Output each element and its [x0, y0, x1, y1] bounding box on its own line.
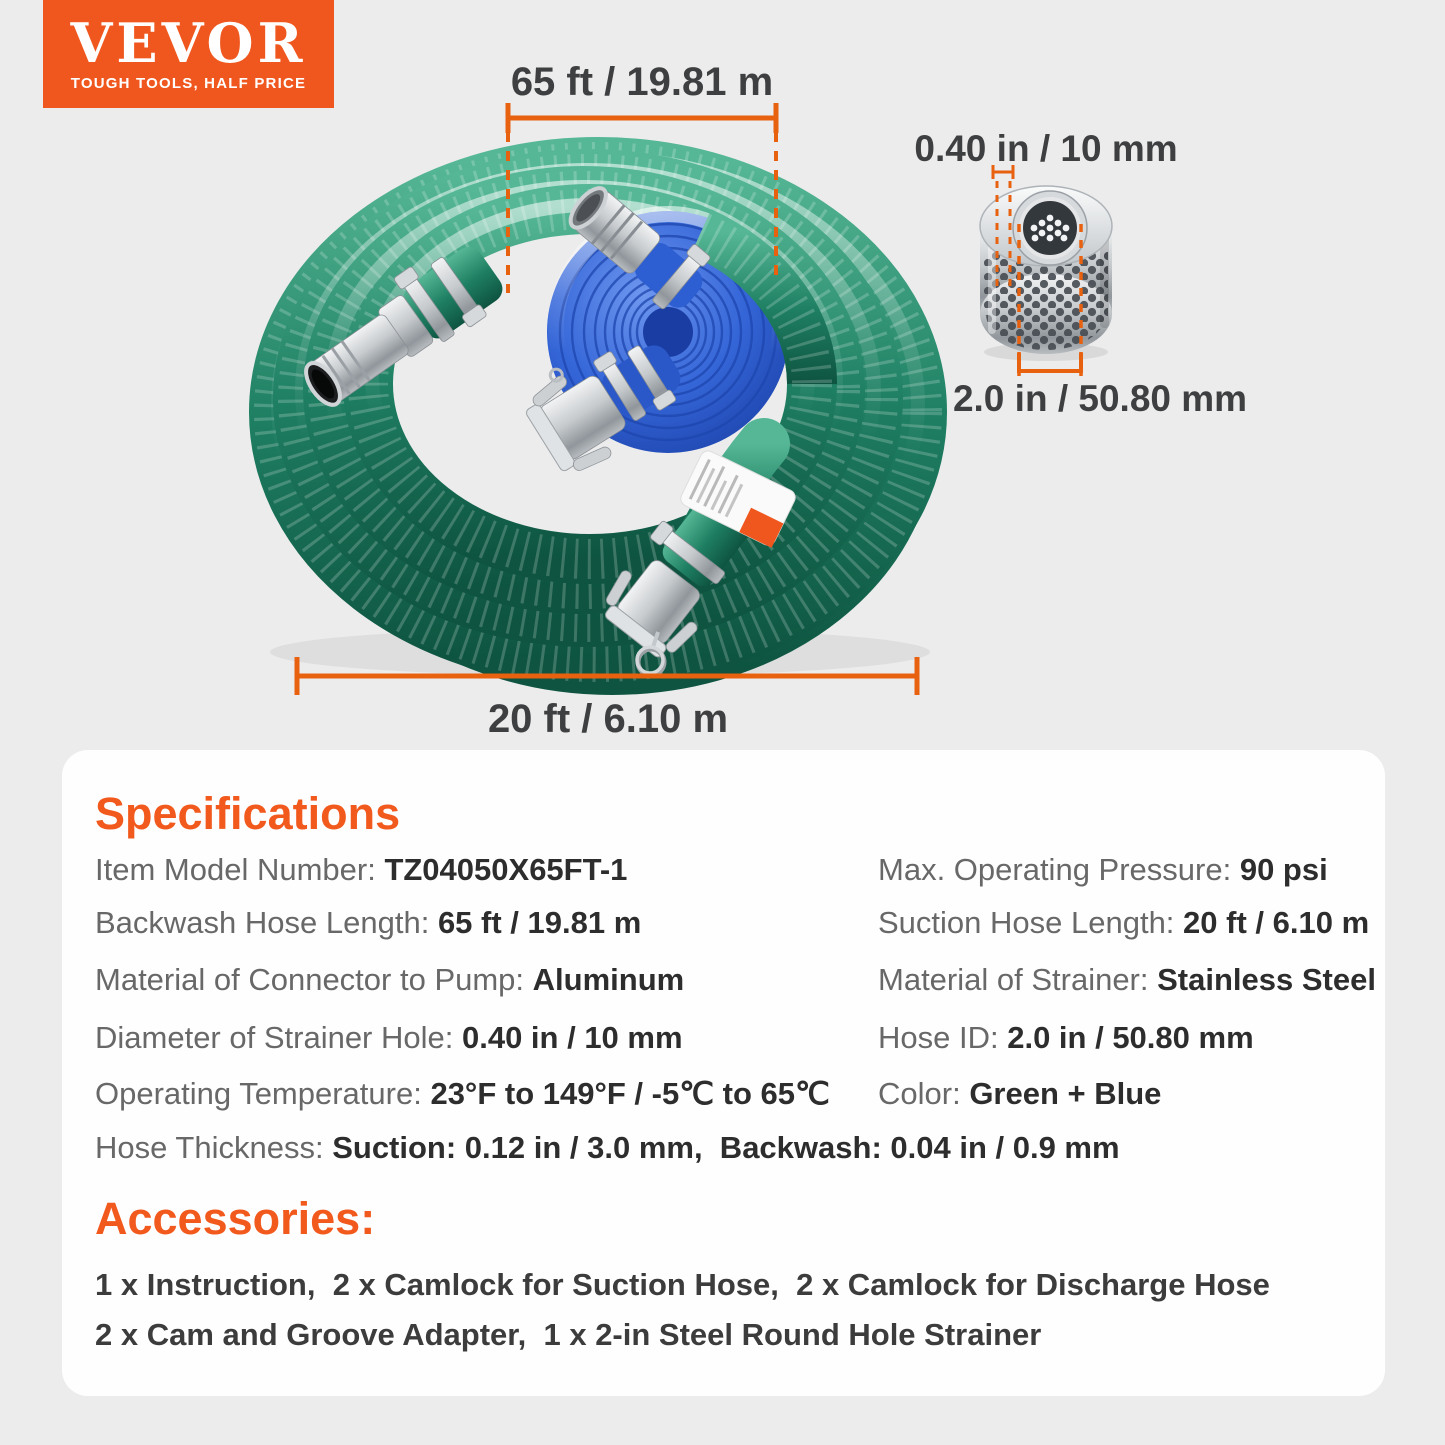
spec-backwash-hose-length: [95, 904, 641, 942]
spec-value: Suction: 0.12 in / 3.0 mm, Backwash: 0.04 in / 0.9 mm: [332, 1130, 1120, 1165]
spec-max-operating-pressure: [878, 851, 1328, 889]
spec-label: Item Model Number:: [95, 852, 385, 887]
spec-value: TZ04050X65FT-1: [384, 852, 628, 887]
spec-label: Hose Thickness:: [95, 1130, 333, 1165]
spec-label: Backwash Hose Length:: [95, 905, 438, 940]
spec-value: 20 ft / 6.10 m: [1183, 905, 1370, 940]
spec-label: Hose ID:: [878, 1020, 1008, 1055]
accessories-line-1: 1 x Instruction, 2 x Camlock for Suction Hose, 2 x Camlock for Discharge Hose: [95, 1267, 1270, 1302]
spec-strainer-hole-diameter: [95, 1019, 683, 1057]
spec-label: Color:: [878, 1076, 970, 1111]
spec-label: Suction Hose Length:: [878, 905, 1184, 940]
strainer-id-annotation: 2.0 in / 50.80 mm: [952, 378, 1248, 419]
spec-value: 0.40 in / 10 mm: [461, 1020, 683, 1055]
spec-label: Material of Strainer:: [878, 962, 1158, 997]
spec-label: Max. Operating Pressure:: [878, 852, 1240, 887]
spec-value: Aluminum: [532, 962, 685, 997]
spec-hose-id: [878, 1019, 1254, 1057]
spec-item-model-number: [95, 851, 627, 889]
spec-value: 2.0 in / 50.80 mm: [1007, 1020, 1254, 1055]
strainer-hole-annotation: 0.40 in / 10 mm: [914, 128, 1178, 169]
spec-operating-temperature: [95, 1075, 830, 1113]
spec-strainer-material: [878, 961, 1376, 999]
spec-value: Green + Blue: [969, 1076, 1162, 1111]
brand-logo: [43, 0, 334, 108]
suction-length-annotation: 20 ft / 6.10 m: [487, 697, 729, 741]
spec-connector-material: [95, 961, 684, 999]
spec-label: Operating Temperature:: [95, 1076, 431, 1111]
spec-label: Material of Connector to Pump:: [95, 962, 533, 997]
spec-color: [878, 1075, 1161, 1113]
specifications-title: Specifications: [95, 788, 401, 839]
spec-value: 23°F to 149°F / -5℃ to 65℃: [430, 1076, 830, 1111]
spec-label: Diameter of Strainer Hole:: [95, 1020, 462, 1055]
spec-suction-hose-length: [878, 904, 1369, 942]
accessories-line-2: 2 x Cam and Groove Adapter, 1 x 2-in Steel Round Hole Strainer: [95, 1317, 1042, 1352]
spec-hose-thickness: [95, 1129, 1120, 1167]
spec-value: 90 psi: [1239, 852, 1328, 887]
backwash-length-annotation: 65 ft / 19.81 m: [510, 60, 774, 104]
accessories-title: Accessories:: [95, 1193, 376, 1244]
brand-name: VEVOR: [70, 10, 307, 75]
spec-value: Stainless Steel: [1157, 962, 1376, 997]
brand-tagline: TOUGH TOOLS, HALF PRICE: [70, 74, 307, 92]
spec-value: 65 ft / 19.81 m: [437, 905, 642, 940]
